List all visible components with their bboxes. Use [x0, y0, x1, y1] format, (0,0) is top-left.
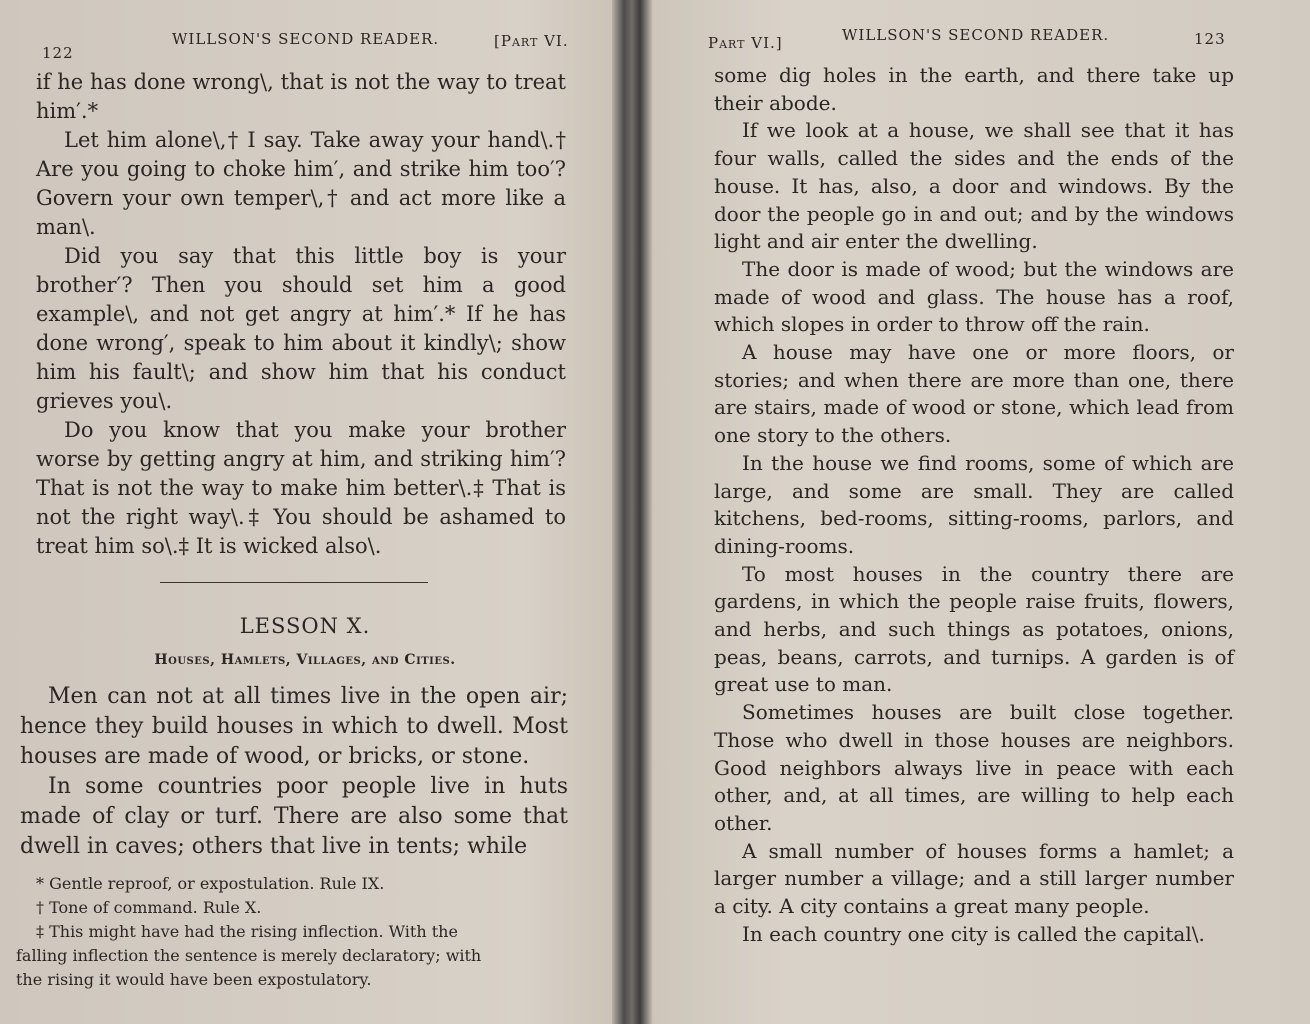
paragraph: In some countries poor people live in huts made of clay or turf. There are also some that dwell in caves; others that live in tents; while — [20, 774, 568, 859]
footnote: † Tone of command. Rule X. — [36, 898, 262, 917]
paragraph: The door is made of wood; but the windows are made of wood and glass. The house has a roof, which slopes in order to throw off the rain. — [714, 256, 1234, 337]
paragraph: In the house we find rooms, some of which are large, and some are small. They are called kitchens, bed-rooms, sitting-rooms, parlors, and dining-rooms. — [714, 450, 1234, 558]
lesson-heading: LESSON X. — [239, 614, 371, 638]
lesson-body-text — [20, 682, 568, 862]
right-body-text — [714, 62, 1234, 949]
lesson-subtitle: Houses, Hamlets, Villages, and Cities. — [154, 652, 456, 668]
paragraph: A house may have one or more floors, or stories; and when there are more than one, there are stairs, made of wood or stone, which lead from one story to the others. — [714, 340, 1234, 448]
footnote: ‡ This might have had the rising inflection. With the — [36, 922, 458, 941]
left-body-text — [36, 68, 566, 561]
part-label: [Part VI. — [494, 32, 569, 50]
section-divider — [160, 582, 428, 583]
paragraph: Do you know that you make your brother worse by getting angry at him, and striking him′? That is not the way to make him better\.‡ That is not the right way\.‡ You should be ashamed to treat him so\.‡ It is wicked also\. — [36, 418, 566, 558]
paragraph: To most houses in the country there are gardens, in which the people raise fruits, flowers, and herbs, and such things as potatoes, onions, peas, beans, carrots, and turnips. A garden is of great use to man. — [714, 561, 1234, 697]
right-page — [640, 0, 1310, 1024]
part-label: Part VI.] — [708, 34, 783, 52]
left-page — [0, 0, 615, 1024]
paragraph: A small number of houses forms a hamlet; a larger number a village; and a still larger number a city. A city contains a great many people. — [714, 838, 1234, 919]
running-title: WILLSON'S SECOND READER. — [172, 30, 440, 48]
footnote: * Gentle reproof, or expostulation. Rule IX. — [36, 874, 385, 893]
paragraph: In each country one city is called the capital\. — [742, 921, 1205, 946]
paragraph: If we look at a house, we shall see that it has four walls, called the sides and the ends of the house. It has, also, a door and windows. By the door the people go in and out; and by the windows light and air enter the dwelling. — [714, 118, 1234, 254]
paragraph: some dig holes in the earth, and there take up their abode. — [714, 63, 1234, 115]
footnote: falling inflection the sentence is merely declaratory; with — [16, 946, 482, 965]
paragraph: Let him alone\,† I say. Take away your hand\.† Are you going to choke him′, and strike him too′? Govern your own temper\,† and act more like a man\. — [36, 128, 566, 239]
footnote: the rising it would have been expostulatory. — [16, 970, 372, 989]
page-number: 123 — [1194, 30, 1226, 48]
paragraph: Did you say that this little boy is your brother′? Then you should set him a good example\, and not get angry at him′.* If he has done wrong′, speak to him about it kindly\; show him his fault\; and show him that his conduct grieves you\. — [36, 244, 566, 413]
paragraph: if he has done wrong\, that is not the way to treat him′.* — [36, 70, 566, 123]
running-title: WILLSON'S SECOND READER. — [842, 26, 1110, 44]
page-number: 122 — [42, 44, 74, 62]
paragraph: Sometimes houses are built close together. Those who dwell in those houses are neighbors. Good neighbors always live in peace with each other, and, at all times, are willing to help each other. — [714, 700, 1234, 835]
footnotes — [16, 872, 481, 992]
paragraph: Men can not at all times live in the open air; hence they build houses in which to dwell. Most houses are made of wood, or bricks, or stone. — [20, 684, 568, 769]
